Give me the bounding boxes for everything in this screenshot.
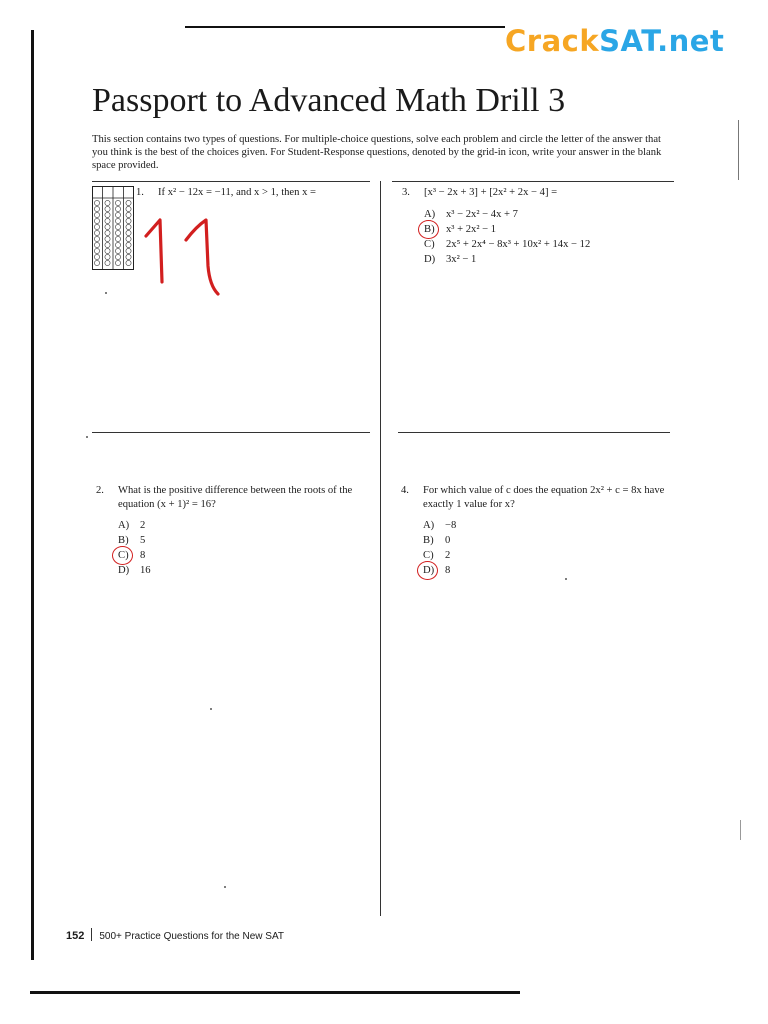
scan-speck <box>86 436 88 438</box>
handwritten-answer-11 <box>140 210 250 300</box>
question-2-number: 2. <box>96 485 104 496</box>
choice-letter: D) <box>424 254 436 265</box>
choice-a[interactable] <box>118 519 151 534</box>
choice-text: 8 <box>445 565 451 576</box>
column-divider <box>380 181 381 916</box>
scan-edge-right-2 <box>740 820 741 840</box>
question-4-choices <box>423 519 456 579</box>
choice-text: 16 <box>140 565 151 576</box>
question-1-number: 1. <box>136 187 144 198</box>
choice-a[interactable] <box>424 208 590 223</box>
watermark-part-crack: Crack <box>505 24 600 58</box>
answer-circle-mark <box>418 220 439 239</box>
scan-edge-right <box>738 120 739 180</box>
choice-text: 2x⁵ + 2x⁴ − 8x³ + 10x² + 14x − 12 <box>446 239 591 250</box>
section-rule-mid-left <box>92 432 370 433</box>
scan-speck <box>224 886 226 888</box>
question-1 <box>136 186 371 206</box>
choice-a[interactable] <box>423 519 456 534</box>
choice-text: 2 <box>445 550 451 561</box>
watermark-part-net: .net <box>657 24 725 58</box>
scan-edge-top <box>185 26 505 28</box>
question-3-number: 3. <box>402 187 410 198</box>
choice-letter: A) <box>118 520 130 531</box>
choice-letter: B) <box>118 535 129 546</box>
choice-d[interactable] <box>423 564 456 579</box>
watermark-part-sat: SAT <box>599 24 658 58</box>
answer-circle-mark <box>417 561 438 580</box>
intro-instructions: This section contains two types of questions. For multiple-choice questions, solve each problem and circle the letter of the answer that you think is the best of the choices given. For Student-Response questions, denoted by the grid-in icon, write your answer in the blank space provided. <box>92 134 662 172</box>
scan-speck <box>565 578 567 580</box>
question-3-stem: [x³ − 2x + 3] + [2x² + 2x − 4] = <box>424 187 558 198</box>
question-4-stem: For which value of c does the equation 2x² + c = 8x have exactly 1 value for x? <box>423 485 665 510</box>
scan-speck <box>105 292 107 294</box>
page-number: 152 <box>66 930 85 942</box>
question-2-choices <box>118 519 151 579</box>
choice-letter: B) <box>424 224 435 235</box>
choice-letter: A) <box>423 520 435 531</box>
choice-d[interactable] <box>424 253 590 268</box>
page-footer <box>66 928 284 942</box>
choice-text: x³ − 2x² − 4x + 7 <box>446 209 518 220</box>
question-4 <box>401 484 691 584</box>
choice-letter: C) <box>423 550 434 561</box>
footer-separator <box>91 928 92 941</box>
choice-text: 5 <box>140 535 146 546</box>
choice-text: 2 <box>140 520 146 531</box>
choice-letter: D) <box>423 565 435 576</box>
choice-text: 3x² − 1 <box>446 254 477 265</box>
answer-circle-mark <box>112 546 133 565</box>
question-3 <box>402 186 692 271</box>
grid-in-icon <box>92 186 134 270</box>
section-rule-top-left <box>92 181 370 182</box>
question-1-stem: If x² − 12x = −11, and x > 1, then x = <box>158 187 316 198</box>
choice-letter: C) <box>118 550 129 561</box>
choice-letter: B) <box>423 535 434 546</box>
choice-b[interactable] <box>424 223 590 238</box>
choice-letter: D) <box>118 565 130 576</box>
section-rule-top-right <box>392 181 674 182</box>
question-2 <box>96 484 371 584</box>
choice-letter: C) <box>424 239 435 250</box>
choice-c[interactable] <box>118 549 151 564</box>
choice-b[interactable] <box>423 534 456 549</box>
choice-letter: A) <box>424 209 436 220</box>
question-2-stem: What is the positive difference between the roots of the equation (x + 1)² = 16? <box>118 485 353 510</box>
scan-speck <box>210 708 212 710</box>
page-title: Passport to Advanced Math Drill 3 <box>92 82 566 119</box>
choice-text: −8 <box>445 520 457 531</box>
choice-d[interactable] <box>118 564 151 579</box>
question-4-number: 4. <box>401 485 409 496</box>
question-3-choices <box>424 208 590 268</box>
cracksat-watermark <box>505 24 724 58</box>
scan-edge-left <box>31 30 34 960</box>
scan-edge-bottom <box>30 991 520 994</box>
choice-c[interactable] <box>424 238 590 253</box>
section-rule-mid-right <box>398 432 670 433</box>
choice-text: x³ + 2x² − 1 <box>446 224 497 235</box>
choice-text: 8 <box>140 550 146 561</box>
choice-text: 0 <box>445 535 451 546</box>
book-title: 500+ Practice Questions for the New SAT <box>99 931 284 942</box>
